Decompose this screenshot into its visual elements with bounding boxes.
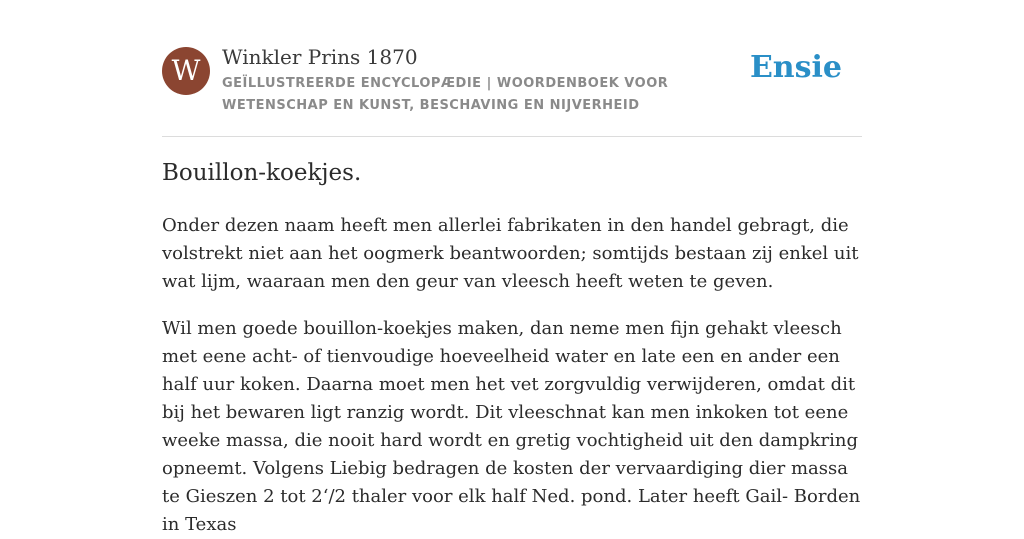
entry-paragraph: Wil men goede bouillon-koekjes maken, dan neme men fijn gehakt vleesch met eene acht- of tienvoudige hoeveelheid water en late een en ander een half uur koken. Daarna moet men het vet zorgvuldig verwijderen, omdat dit bij het bewaren ligt ranzig wordt. Dit vleeschnat kan men inkoken tot eene weeke massa, die nooit hard wordt en gretig vochtigheid uit den dampkring opneemt. Volgens Liebig bedragen de kosten der vervaardiging dier massa te Gieszen 2 tot 2‘/2 thaler voor elk half Ned. pond. Later heeft Gail- Borden in Texas [162,318,861,535]
header [162,0,862,137]
book-title[interactable]: Winkler Prins 1870 [222,45,418,69]
entry-paragraph: Onder dezen naam heeft men allerlei fabrikaten in den handel gebragt, die volstrekt niet aan het oogmerk beantwoorden; somtijds bestaan zij enkel uit wat lijm, waaraan men den geur van vleesch heeft weten te geven. [162,215,859,292]
avatar[interactable]: W [162,47,210,95]
page [162,0,862,535]
ensie-logo-link[interactable]: Ensie [749,50,842,85]
book-subtitle: GEÏLLUSTREERDE ENCYCLOPÆDIE | WOORDENBOEK VOOR WETENSCHAP EN KUNST, BESCHAVING EN NIJVERHEID [222,76,669,113]
entry-title: Bouillon-koekjes. [162,160,362,186]
